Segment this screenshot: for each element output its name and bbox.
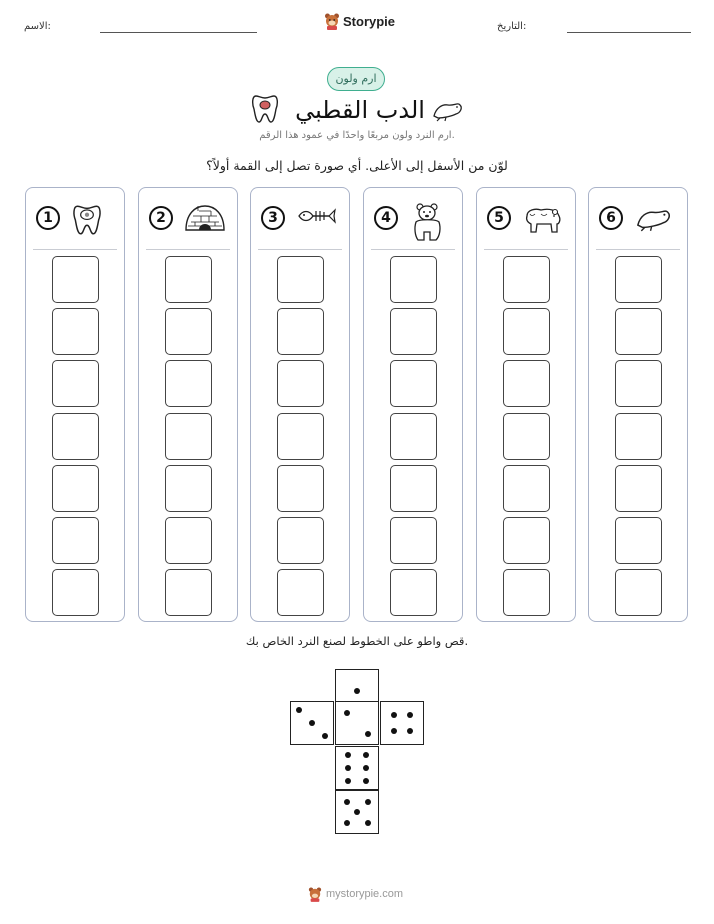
- page-title: الدب القطبي: [295, 96, 425, 124]
- die-face-6: [335, 746, 379, 790]
- color-square[interactable]: [165, 308, 212, 355]
- footer-url[interactable]: mystorypie.com: [326, 888, 404, 900]
- color-square[interactable]: [390, 413, 437, 460]
- date-line[interactable]: [567, 32, 691, 33]
- die-pip: [354, 809, 360, 815]
- die-pip: [344, 710, 350, 716]
- color-square[interactable]: [277, 569, 324, 616]
- title-block: [250, 92, 464, 128]
- color-square[interactable]: [277, 465, 324, 512]
- color-square[interactable]: [390, 517, 437, 564]
- color-square[interactable]: [165, 465, 212, 512]
- color-square[interactable]: [165, 569, 212, 616]
- name-label: الاسم:: [24, 21, 51, 32]
- die-pip: [309, 720, 315, 726]
- die-pip: [345, 765, 351, 771]
- die-pip: [345, 752, 351, 758]
- instruction: لوّن من الأسفل إلى الأعلى. أي صورة تصل إلى القمة أولاً؟: [206, 158, 508, 173]
- die-face-5: [335, 790, 379, 834]
- color-square[interactable]: [165, 517, 212, 564]
- die-pip: [363, 752, 369, 758]
- color-square[interactable]: [277, 256, 324, 303]
- color-square[interactable]: [52, 569, 99, 616]
- color-square[interactable]: [503, 517, 550, 564]
- column-1: [25, 187, 125, 622]
- column-header: [251, 202, 348, 238]
- color-square[interactable]: [52, 308, 99, 355]
- column-divider: [596, 249, 680, 250]
- color-square[interactable]: [277, 517, 324, 564]
- color-square[interactable]: [52, 360, 99, 407]
- color-square[interactable]: [615, 308, 662, 355]
- polar-bear-standing-icon: [408, 202, 448, 246]
- seal-icon: [633, 202, 675, 236]
- seal-icon: [432, 96, 464, 122]
- die-pip: [345, 778, 351, 784]
- footer: [308, 886, 403, 902]
- color-square[interactable]: [615, 256, 662, 303]
- brand-logo: [324, 12, 395, 30]
- column-divider: [146, 249, 230, 250]
- die-pip: [365, 731, 371, 737]
- color-square[interactable]: [390, 360, 437, 407]
- color-square[interactable]: [390, 256, 437, 303]
- column-5: [476, 187, 576, 622]
- column-number: 2: [149, 206, 173, 230]
- die-pip: [322, 733, 328, 739]
- color-square[interactable]: [390, 569, 437, 616]
- color-square[interactable]: [615, 569, 662, 616]
- color-square[interactable]: [503, 256, 550, 303]
- die-face-2: [335, 701, 379, 745]
- die-pip: [407, 712, 413, 718]
- subtitle: ارم النرد ولون مربعًا واحدًا في عمود هذا الرقم.: [259, 130, 455, 141]
- column-number: 5: [487, 206, 511, 230]
- column-number: 3: [261, 206, 285, 230]
- color-square[interactable]: [277, 360, 324, 407]
- date-label: التاريخ:: [497, 21, 527, 32]
- name-line[interactable]: [100, 32, 257, 33]
- die-pip: [365, 820, 371, 826]
- color-square[interactable]: [615, 413, 662, 460]
- die-pip: [296, 707, 302, 713]
- brand-name: Storypie: [343, 13, 396, 29]
- column-divider: [371, 249, 455, 250]
- column-divider: [258, 249, 342, 250]
- column-number: 6: [599, 206, 623, 230]
- color-square[interactable]: [503, 569, 550, 616]
- die-pip: [363, 778, 369, 784]
- polar-bear-walking-icon: [521, 202, 565, 238]
- color-square[interactable]: [165, 413, 212, 460]
- color-square[interactable]: [615, 360, 662, 407]
- color-square[interactable]: [52, 413, 99, 460]
- column-header: [364, 202, 461, 238]
- color-square[interactable]: [503, 413, 550, 460]
- die-pip: [344, 820, 350, 826]
- column-header: [139, 202, 236, 238]
- column-header: [589, 202, 686, 238]
- die-pip: [391, 712, 397, 718]
- column-4: [363, 187, 463, 622]
- column-3: [250, 187, 350, 622]
- die-pip: [344, 799, 350, 805]
- color-square[interactable]: [503, 360, 550, 407]
- color-square[interactable]: [52, 465, 99, 512]
- die-pip: [363, 765, 369, 771]
- color-square[interactable]: [615, 517, 662, 564]
- color-square[interactable]: [52, 517, 99, 564]
- column-divider: [33, 249, 117, 250]
- color-square[interactable]: [390, 308, 437, 355]
- cut-instruction: قص واطو على الخطوط لصنع النرد الخاص بك.: [245, 634, 469, 648]
- color-square[interactable]: [165, 256, 212, 303]
- activity-badge: ارم ولون: [327, 67, 385, 91]
- color-square[interactable]: [503, 308, 550, 355]
- die-pip: [391, 728, 397, 734]
- color-square[interactable]: [390, 465, 437, 512]
- die-pip: [407, 728, 413, 734]
- bear-mascot-icon: [308, 886, 322, 902]
- die-pip: [354, 688, 360, 694]
- die-face-4: [380, 701, 424, 745]
- die-pip: [365, 799, 371, 805]
- color-square[interactable]: [615, 465, 662, 512]
- die-face-3: [290, 701, 334, 745]
- column-number: 1: [36, 206, 60, 230]
- color-square[interactable]: [277, 413, 324, 460]
- tooth-icon: [70, 202, 104, 242]
- fish-skeleton-icon: [295, 202, 339, 234]
- column-header: [477, 202, 574, 238]
- column-header: [26, 202, 123, 238]
- column-number: 4: [374, 206, 398, 230]
- igloo-icon: [183, 202, 227, 238]
- column-6: [588, 187, 688, 622]
- color-square[interactable]: [52, 256, 99, 303]
- column-divider: [484, 249, 568, 250]
- bear-mascot-icon: [324, 12, 340, 30]
- column-2: [138, 187, 238, 622]
- color-square[interactable]: [165, 360, 212, 407]
- color-square[interactable]: [277, 308, 324, 355]
- color-square[interactable]: [503, 465, 550, 512]
- tooth-icon: [250, 92, 280, 126]
